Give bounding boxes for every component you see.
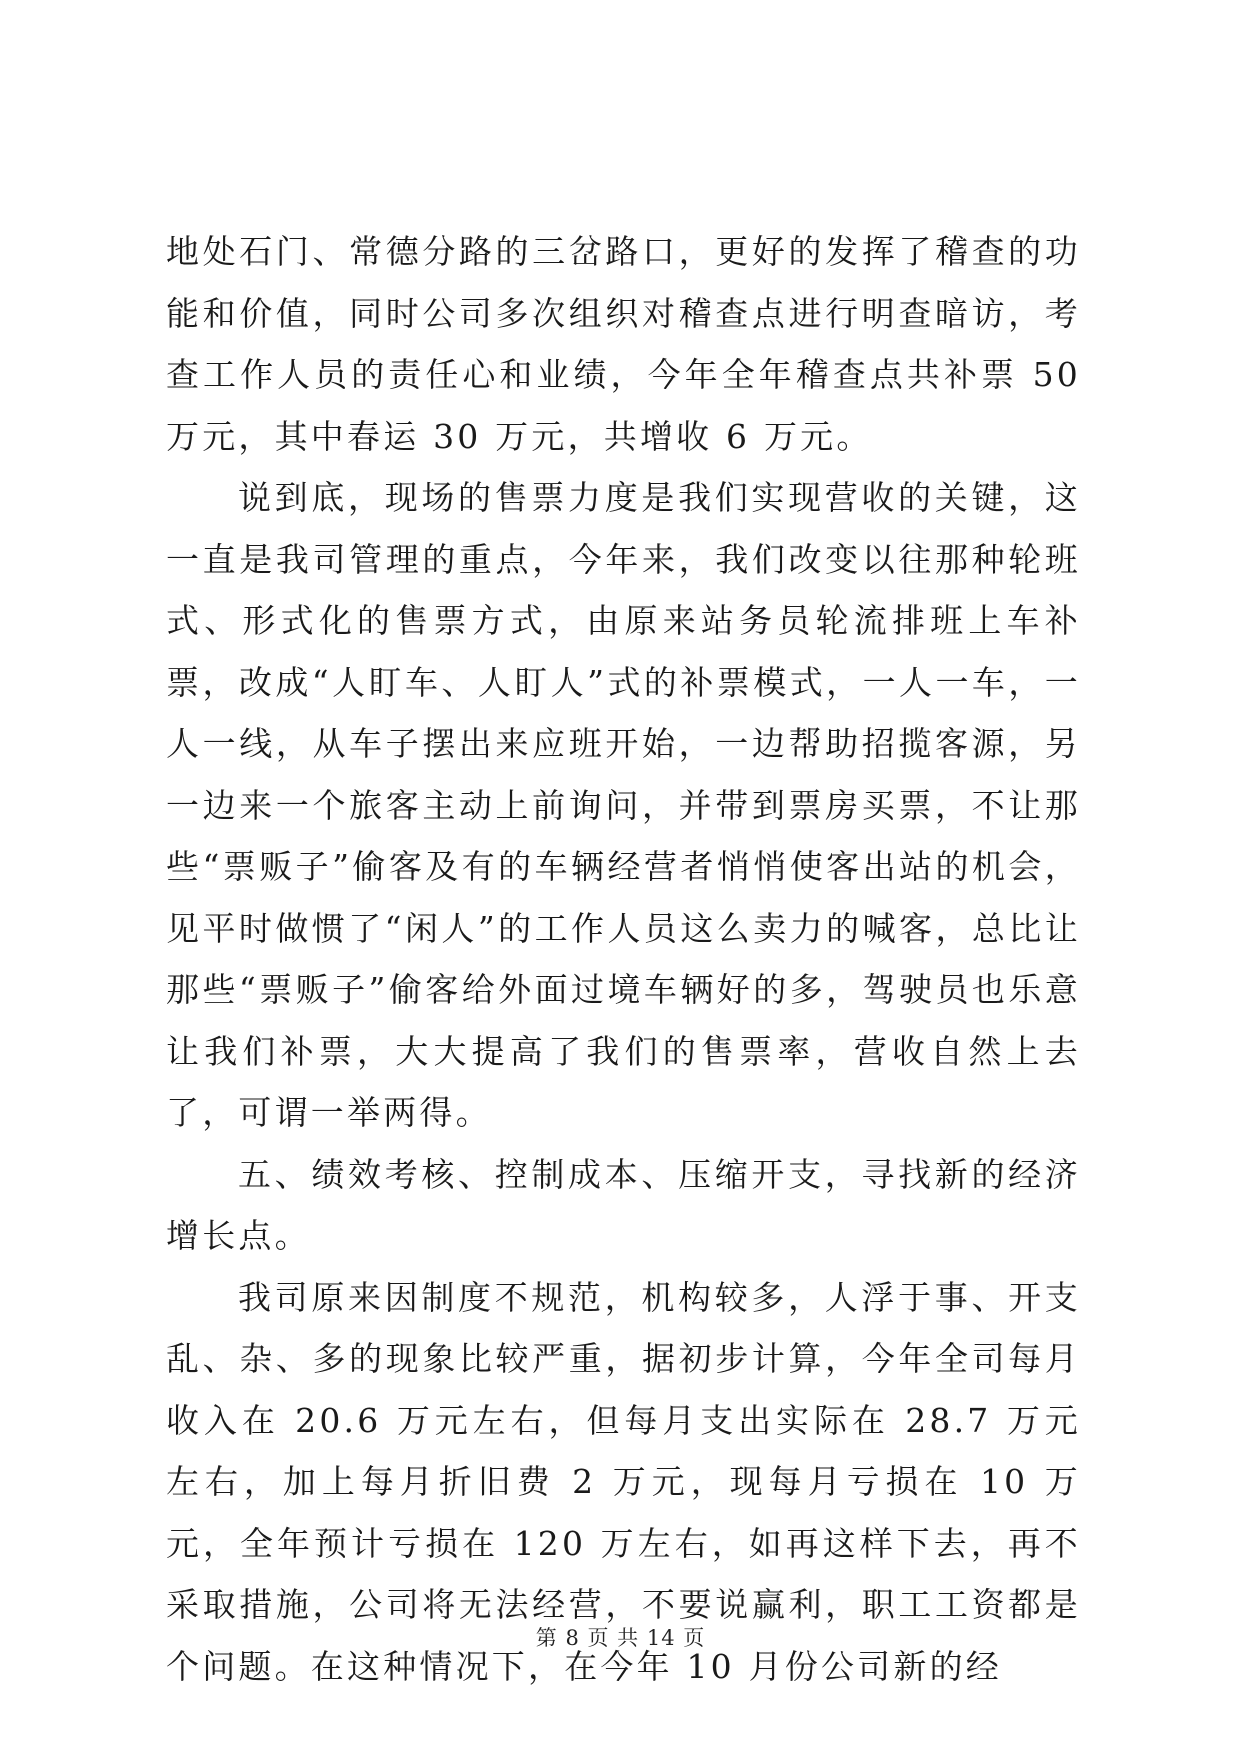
- paragraph-ticket-sales-reform: 说到底，现场的售票力度是我们实现营收的关键，这一直是我司管理的重点，今年来，我们改变以往那种轮班式、形式化的售票方式，由原来站务员轮流排班上车补票，改成“人盯车、人盯人”式的补票模式，一人一车，一人一线，从车子摆出来应班开始，一边帮助招揽客源，另一边来一个旅客主动上前询问，并带到票房买票，不让那些“票贩子”偷客及有的车辆经营者悄悄使客出站的机会，见平时做惯了“闲人”的工作人员这么卖力的喊客，总比让那些“票贩子”偷客给外面过境车辆好的多，驾驶员也乐意让我们补票，大大提高了我们的售票率，营收自然上去了，可谓一举两得。: [166, 478, 1081, 1132]
- document-body: [166, 221, 1081, 1697]
- paragraph-audit-point-results: 地处石门、常德分路的三岔路口，更好的发挥了稽查的功能和价值，同时公司多次组织对稽查点进行明查暗访，考查工作人员的责任心和业绩，今年全年稽查点共补票 50 万元，其中春运 30 万元，共增收 6 万元。: [166, 232, 1081, 456]
- page-number-footer: 第 8 页 共 14 页: [535, 1626, 706, 1650]
- paragraph-financial-situation: 我司原来因制度不规范，机构较多，人浮于事、开支乱、杂、多的现象比较严重，据初步计算，今年全司每月收入在 20.6 万元左右，但每月支出实际在 28.7 万元左右，加上每月折旧费 2 万元，现每月亏损在 10 万元，全年预计亏损在 120 万左右，如再这样下去，再不采取措施，公司将无法经营，不要说赢利，职工工资都是个问题。在这种情况下，在今年 10 月份公司新的经: [166, 1277, 1081, 1686]
- section-heading-performance-cost-control: 五、绩效考核、控制成本、压缩开支，寻找新的经济增长点。: [166, 1154, 1081, 1255]
